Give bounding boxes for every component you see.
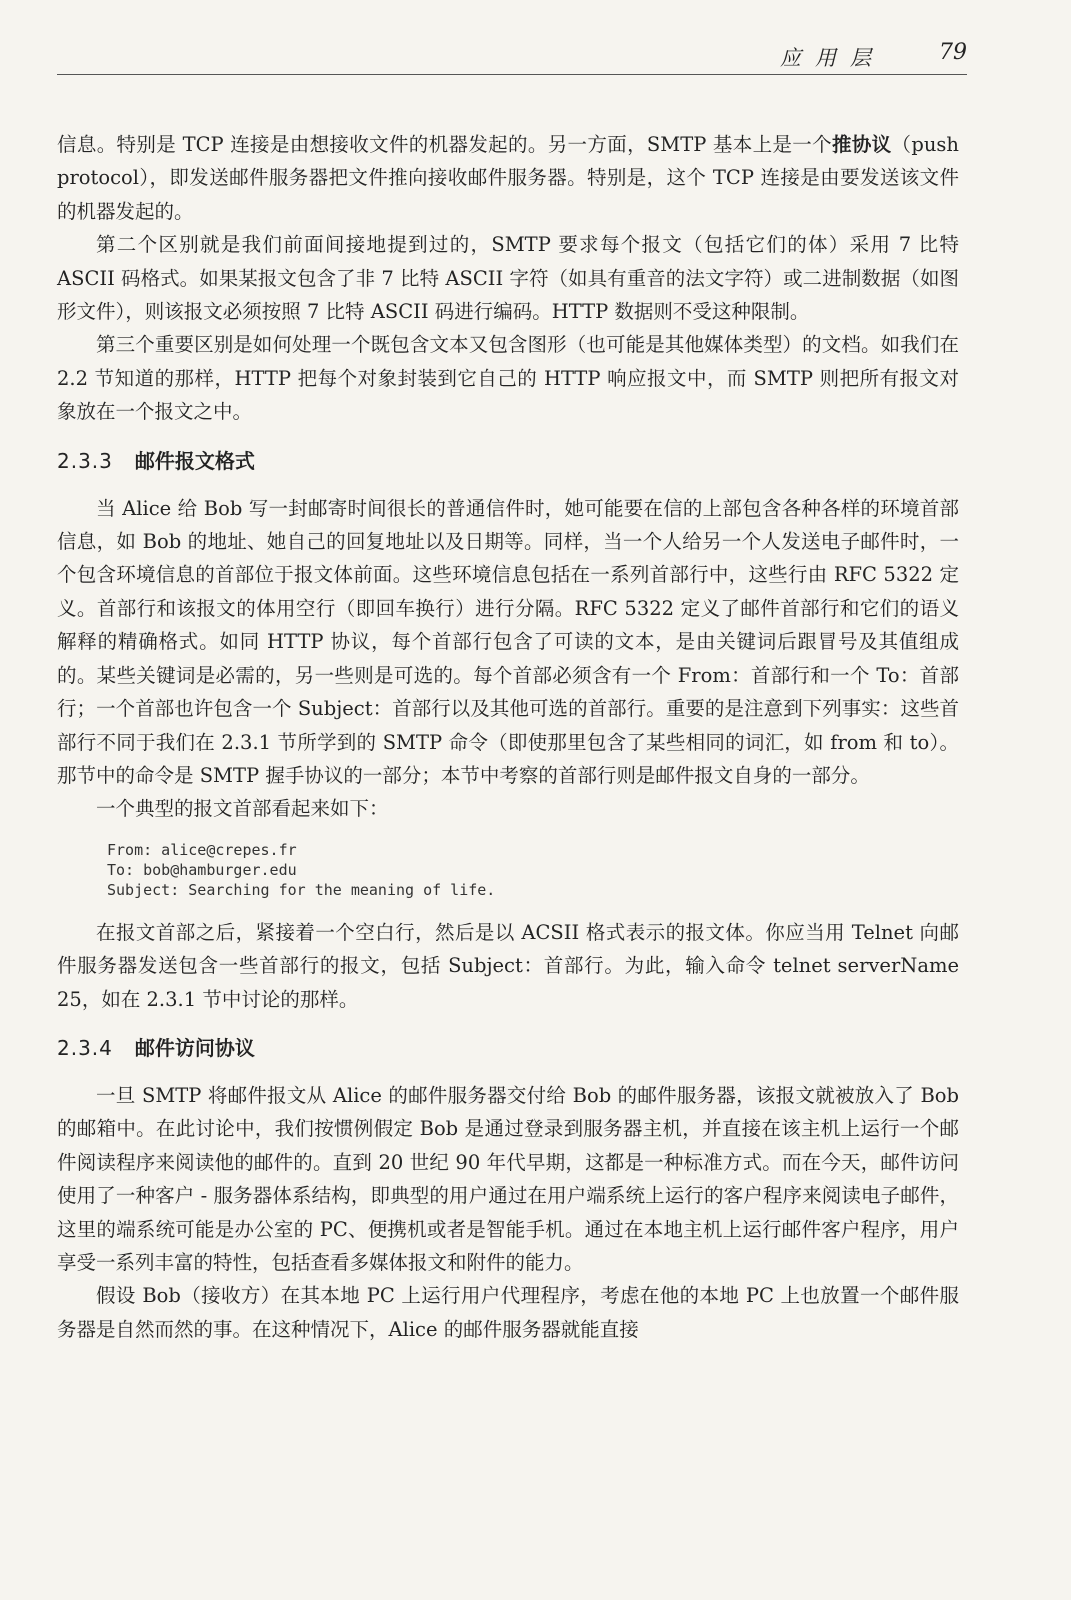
header-line-subject: Subject: Searching for the meaning of life. <box>107 880 496 899</box>
paragraph-header-lines: 当 Alice 给 Bob 写一封邮寄时间很长的普通信件时，她可能要在信的上部包含各种各样的环境首部信息，如 Bob 的地址、她自己的回复地址以及日期等。同样，当一个人给另一个人发送电子邮件时，一个包含环境信息的首部位于报文体前面。这些环境信息包括在一系列首部行中，这些行由 RFC 5322 定义。首部行和该报文的体用空行（即回车换行）进行分隔。RFC 5322 定义了邮件首部行和它们的语义解释的精确格式。如同 HTTP 协议，每个首部行包含了可读的文本，是由关键词后跟冒号及其值组成的。某些关键词是必需的，另一些则是可选的。每个首部必须含有一个 From：首部行和一个 To：首部行；一个首部也许包含一个 Subject：首部行以及其他可选的首部行。重要的是注意到下列事实：这些首部行不同于我们在 2.3.1 节所学到的 SMTP 命令（即使那里包含了某些相同的词汇，如 from 和 to）。那节中的命令是 SMTP 握手协议的一部分；本节中考察的首部行则是邮件报文自身的一部分。 <box>57 496 959 787</box>
paragraph-mail-access: 一旦 SMTP 将邮件报文从 Alice 的邮件服务器交付给 Bob 的邮件服务器，该报文就被放入了 Bob 的邮箱中。在此讨论中，我们按惯例假定 Bob 是通过登录到服务器主机，并直接在该主机上运行一个邮件阅读程序来阅读他的邮件的。直到 20 世纪 90 年代早期，这都是一种标准方式。而在今天，邮件访问使用了一种客户 - 服务器体系结构，即典型的用户通过在用户端系统上运行的客户程序来阅读电子邮件，这里的端系统可能是办公室的 PC、便携机或者是智能手机。通过在本地主机上运行邮件客户程序，用户享受一系列丰富的特性，包括查看多媒体报文和附件的能力。 <box>57 1083 959 1274</box>
section-number: 2.3.4 <box>57 1035 113 1060</box>
header-line-from: From: alice@crepes.fr <box>107 840 297 859</box>
paragraph-third-difference: 第三个重要区别是如何处理一个既包含文本又包含图形（也可能是其他媒体类型）的文档。如我们在 2.2 节知道的那样，HTTP 把每个对象封装到它自己的 HTTP 响应报文中，而 SMTP 则把所有报文对象放在一个报文之中。 <box>57 333 959 424</box>
para1-text-a: 信息。特别是 TCP 连接是由想接收文件的机器发起的。另一方面，SMTP 基本上是一个 <box>57 133 832 156</box>
header-example-code <box>107 840 959 900</box>
para1-text-b: （push protocol），即发送邮件服务器把文件推向接收邮件服务器。特别是，这个 TCP 连接是由要发送该文件的机器发起的。 <box>57 133 959 223</box>
paragraph-local-server: 假设 Bob（接收方）在其本地 PC 上运行用户代理程序，考虑在他的本地 PC 上也放置一个邮件服务器是自然而然的事。在这种情况下，Alice 的邮件服务器就能直接 <box>57 1284 959 1341</box>
page-body <box>57 128 959 1346</box>
section-title: 邮件访问协议 <box>134 1035 255 1060</box>
section-heading-mail-access <box>57 1034 959 1062</box>
section-number: 2.3.3 <box>57 448 113 473</box>
paragraph-continuation <box>57 128 959 228</box>
term-push-protocol: 推协议 <box>831 133 892 156</box>
page-number: 79 <box>939 40 967 65</box>
paragraph-after-header: 在报文首部之后，紧接着一个空白行，然后是以 ACSII 格式表示的报文体。你应当用 Telnet 向邮件服务器发送包含一些首部行的报文，包括 Subject：首部行。为此，输入命令 telnet serverName 25，如在 2.3.1 节中讨论的那样。 <box>57 920 959 1011</box>
header-line-to: To: bob@hamburger.edu <box>107 860 297 879</box>
paragraph-typical-header: 一个典型的报文首部看起来如下： <box>96 797 389 821</box>
section-heading-message-format <box>57 447 959 475</box>
chapter-title: 应用层 <box>780 46 885 70</box>
section-title: 邮件报文格式 <box>134 448 255 473</box>
running-head <box>57 40 967 75</box>
paragraph-second-difference: 第二个区别就是我们前面间接地提到过的，SMTP 要求每个报文（包括它们的体）采用 7 比特 ASCII 码格式。如果某报文包含了非 7 比特 ASCII 字符（如具有重音的法文字符）或二进制数据（如图形文件），则该报文必须按照 7 比特 ASCII 码进行编码。HTTP 数据则不受这种限制。 <box>57 233 959 324</box>
